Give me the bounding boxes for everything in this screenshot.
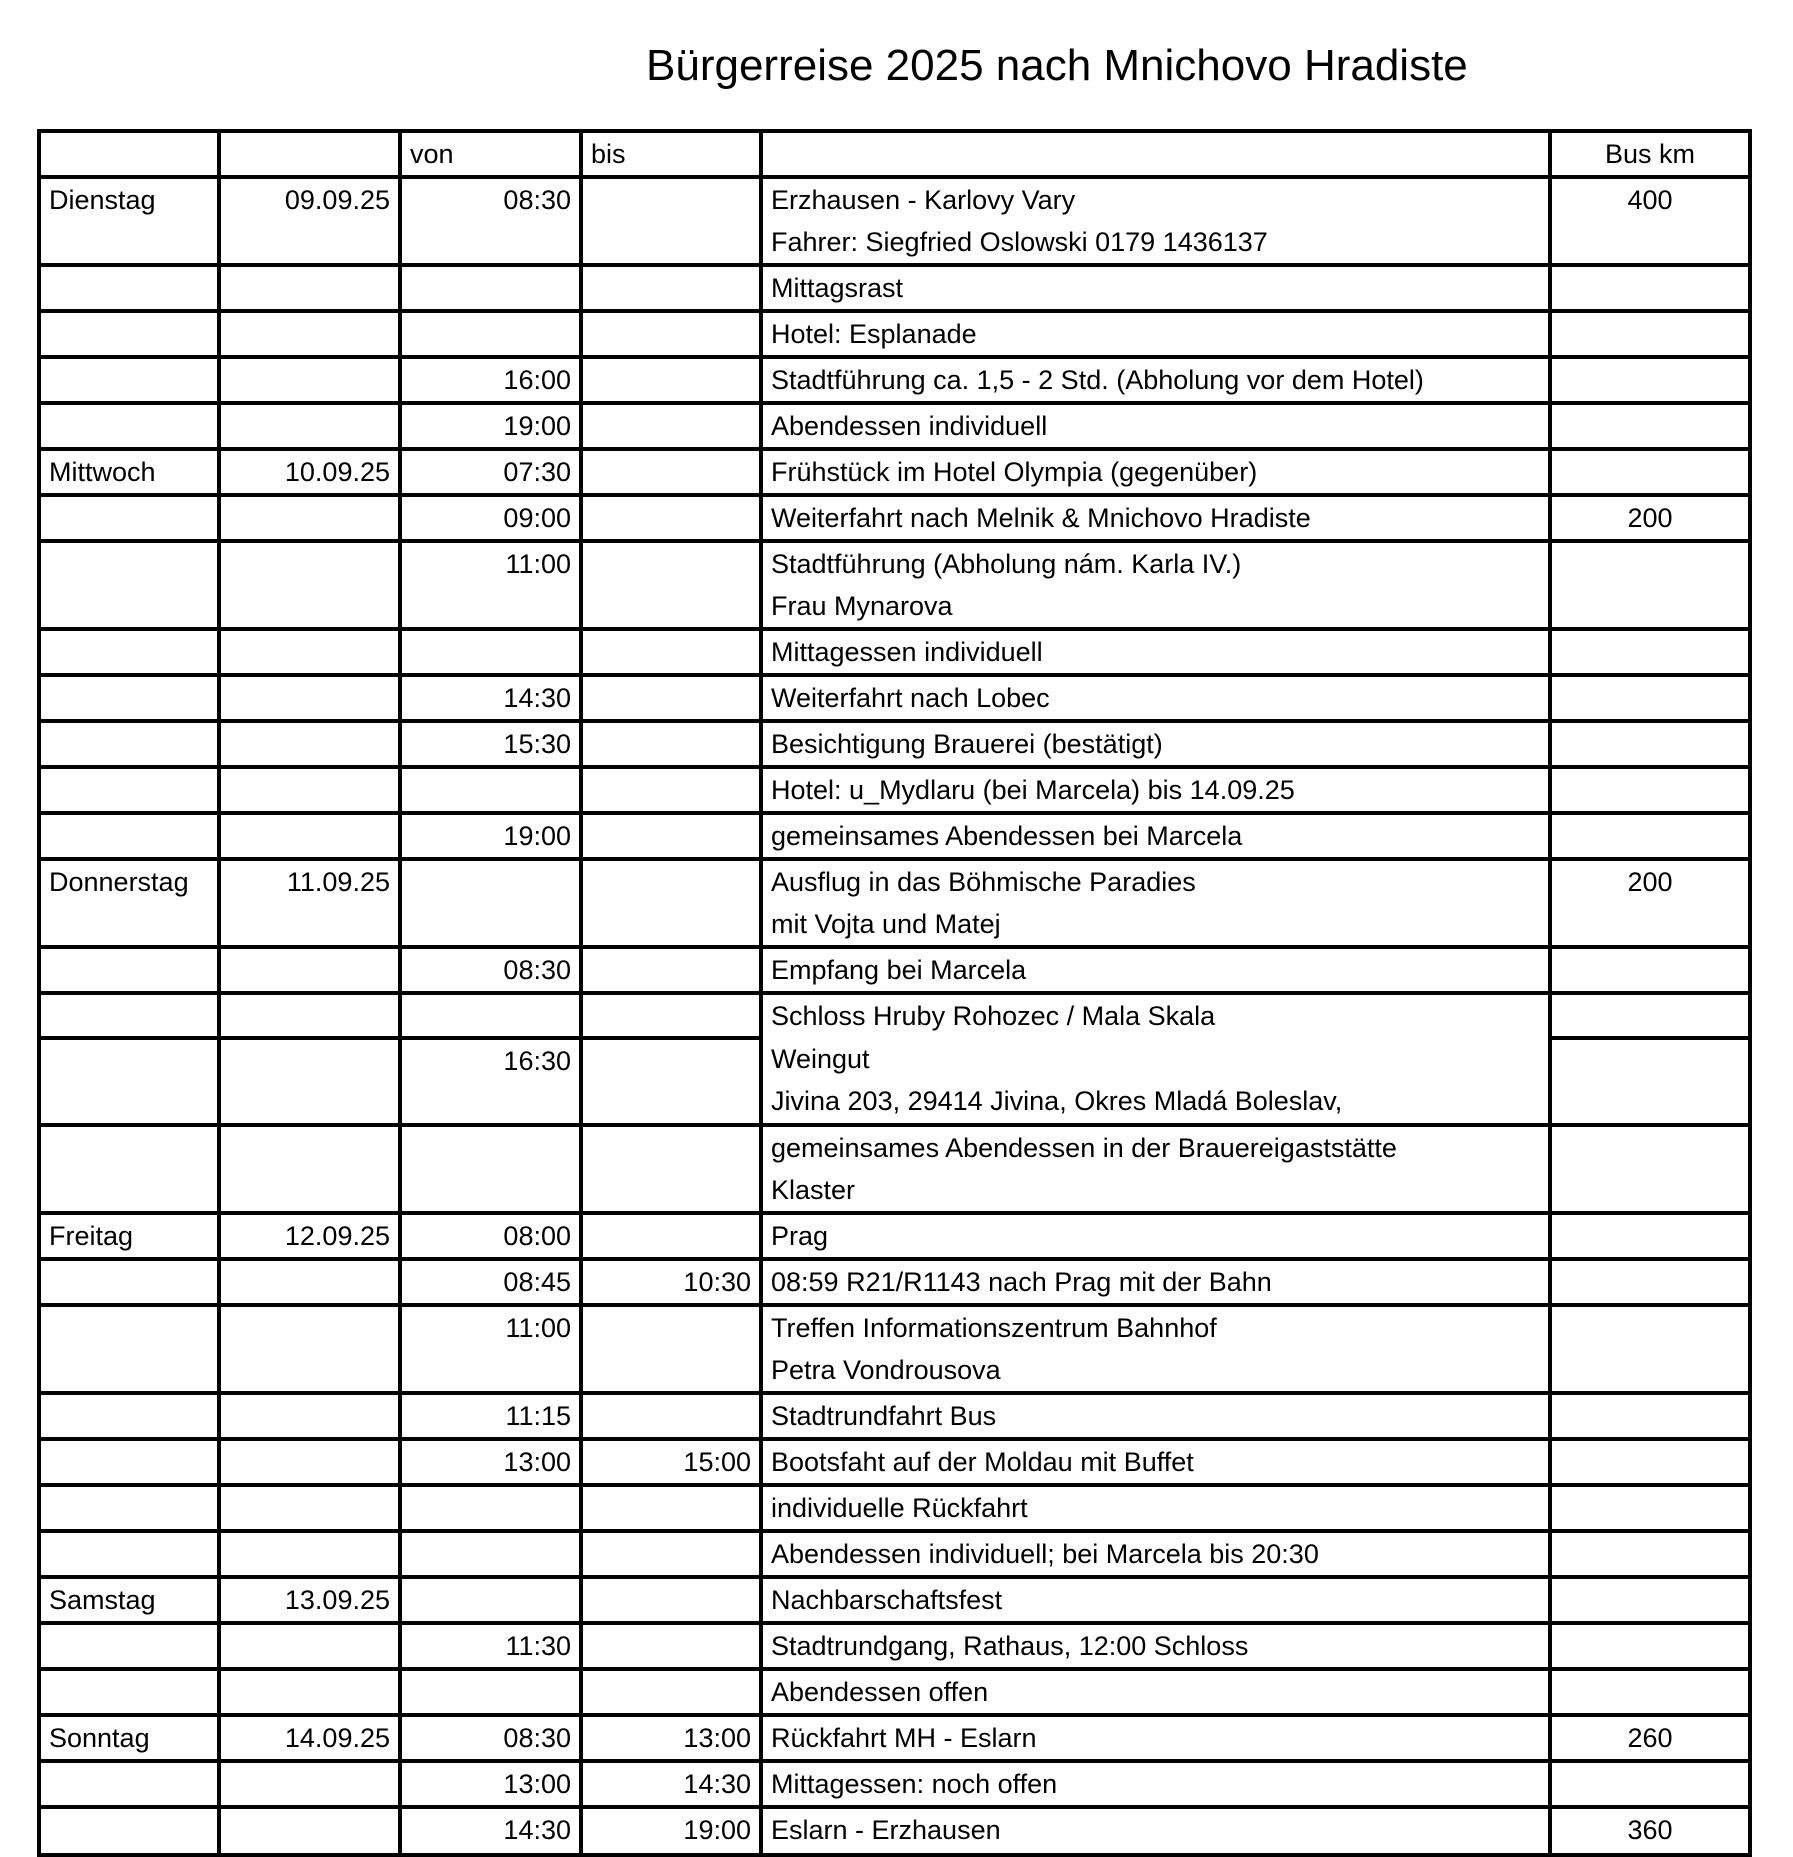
itinerary-table: [37, 129, 1752, 1857]
table-row: [39, 1623, 1750, 1669]
activity-line: Fahrer: Siegfried Oslowski 0179 1436137: [771, 227, 1268, 257]
date-cell: 13.09.25: [219, 1577, 400, 1623]
day-cell: [39, 1305, 219, 1393]
activity-line: Mittagessen: noch offen: [771, 1769, 1058, 1799]
day-cell: [39, 1393, 219, 1439]
activity-line: Frühstück im Hotel Olympia (gegenüber): [771, 457, 1258, 487]
day-cell: [39, 1439, 219, 1485]
from-time-cell: 08:00: [400, 1213, 581, 1259]
bus-km-cell: [1550, 1531, 1750, 1577]
header-date: [219, 131, 400, 177]
date-cell: [219, 1439, 400, 1485]
from-time-cell: 13:00: [400, 1761, 581, 1807]
to-time-cell: [581, 1485, 761, 1531]
activity-line: Mittagsrast: [771, 273, 904, 303]
day-cell: [39, 1125, 219, 1213]
table-row: [39, 675, 1750, 721]
table-row: [39, 1715, 1750, 1761]
activity-line: Weiterfahrt nach Melnik & Mnichovo Hradiste: [771, 503, 1311, 533]
table-row: [39, 177, 1750, 265]
bus-km-cell: 200: [1550, 495, 1750, 541]
bus-km-cell: [1550, 675, 1750, 721]
activity-cell: [761, 1577, 1550, 1623]
date-cell: [219, 675, 400, 721]
day-cell: [39, 1485, 219, 1531]
activity-line: Bootsfaht auf der Moldau mit Buffet: [771, 1447, 1194, 1477]
day-cell: Samstag: [39, 1577, 219, 1623]
activity-cell: [761, 1485, 1550, 1531]
activity-cell: [761, 1715, 1550, 1761]
activity-cell: [761, 993, 1550, 1038]
activity-cell: [761, 947, 1550, 993]
activity-line: Stadtrundgang, Rathaus, 12:00 Schloss: [771, 1631, 1249, 1661]
to-time-cell: [581, 1305, 761, 1393]
bus-km-cell: [1550, 1623, 1750, 1669]
to-time-cell: [581, 813, 761, 859]
activity-line: Erzhausen - Karlovy Vary: [771, 185, 1076, 215]
from-time-cell: 11:00: [400, 541, 581, 629]
to-time-cell: [581, 767, 761, 813]
table-row: [39, 1485, 1750, 1531]
table-row: [39, 541, 1750, 629]
date-cell: [219, 265, 400, 311]
activity-cell: [761, 1213, 1550, 1259]
from-time-cell: [400, 767, 581, 813]
to-time-cell: [581, 947, 761, 993]
date-cell: [219, 629, 400, 675]
to-time-cell: [581, 721, 761, 767]
bus-km-cell: [1550, 1038, 1750, 1125]
to-time-cell: [581, 1577, 761, 1623]
bus-km-cell: [1550, 947, 1750, 993]
bus-km-cell: [1550, 1393, 1750, 1439]
bus-km-cell: 360: [1550, 1807, 1750, 1855]
bus-km-cell: [1550, 1213, 1750, 1259]
activity-cell: [761, 1669, 1550, 1715]
table-row: [39, 721, 1750, 767]
activity-line: Treffen Informationszentrum Bahnhof: [771, 1313, 1217, 1343]
activity-line: gemeinsames Abendessen in der Brauereigaststätte: [771, 1133, 1397, 1163]
activity-cell: [761, 265, 1550, 311]
table-header-row: [39, 131, 1750, 177]
date-cell: [219, 1485, 400, 1531]
from-time-cell: 14:30: [400, 675, 581, 721]
date-cell: [219, 1807, 400, 1855]
from-time-cell: [400, 1485, 581, 1531]
activity-cell: [761, 1305, 1550, 1393]
day-cell: [39, 265, 219, 311]
to-time-cell: 13:00: [581, 1715, 761, 1761]
day-cell: [39, 311, 219, 357]
table-row: [39, 265, 1750, 311]
header-to: bis: [581, 131, 761, 177]
bus-km-cell: [1550, 767, 1750, 813]
day-cell: [39, 675, 219, 721]
day-cell: Donnerstag: [39, 859, 219, 947]
activity-line: Hotel: Esplanade: [771, 319, 977, 349]
day-cell: [39, 357, 219, 403]
date-cell: [219, 721, 400, 767]
activity-line: Stadtführung ca. 1,5 - 2 Std. (Abholung vor dem Hotel): [771, 365, 1424, 395]
bus-km-cell: [1550, 1669, 1750, 1715]
day-cell: [39, 813, 219, 859]
activity-cell: [761, 1807, 1550, 1855]
date-cell: 11.09.25: [219, 859, 400, 947]
activity-line: Hotel: u_Mydlaru (bei Marcela) bis 14.09.25: [771, 775, 1295, 805]
date-cell: [219, 1669, 400, 1715]
activity-cell: [761, 357, 1550, 403]
table-row: [39, 403, 1750, 449]
activity-cell: [761, 675, 1550, 721]
activity-cell: [761, 1439, 1550, 1485]
bus-km-cell: [1550, 311, 1750, 357]
to-time-cell: 15:00: [581, 1439, 761, 1485]
to-time-cell: [581, 1623, 761, 1669]
bus-km-cell: [1550, 1439, 1750, 1485]
day-cell: [39, 403, 219, 449]
to-time-cell: [581, 859, 761, 947]
activity-cell: [761, 1259, 1550, 1305]
from-time-cell: [400, 1531, 581, 1577]
table-row: [39, 767, 1750, 813]
date-cell: [219, 1393, 400, 1439]
activity-line: mit Vojta und Matej: [771, 909, 1001, 939]
to-time-cell: [581, 1125, 761, 1213]
date-cell: [219, 1125, 400, 1213]
table-row: [39, 357, 1750, 403]
day-cell: [39, 629, 219, 675]
date-cell: [219, 541, 400, 629]
activity-cell: [761, 1393, 1550, 1439]
header-activity: [761, 131, 1550, 177]
day-cell: [39, 947, 219, 993]
day-cell: Dienstag: [39, 177, 219, 265]
bus-km-cell: 260: [1550, 1715, 1750, 1761]
bus-km-cell: 400: [1550, 177, 1750, 265]
day-cell: Freitag: [39, 1213, 219, 1259]
document-title: Bürgerreise 2025 nach Mnichovo Hradiste: [646, 41, 1468, 90]
activity-line: Eslarn - Erzhausen: [771, 1815, 1001, 1845]
from-time-cell: 14:30: [400, 1807, 581, 1855]
bus-km-cell: [1550, 1761, 1750, 1807]
table-row: [39, 1393, 1750, 1439]
activity-line: Besichtigung Brauerei (bestätigt): [771, 729, 1163, 759]
bus-km-cell: [1550, 813, 1750, 859]
date-cell: [219, 495, 400, 541]
activity-line: Ausflug in das Böhmische Paradies: [771, 867, 1196, 897]
activity-cell: [761, 311, 1550, 357]
to-time-cell: [581, 1531, 761, 1577]
from-time-cell: [400, 265, 581, 311]
date-cell: 12.09.25: [219, 1213, 400, 1259]
from-time-cell: 19:00: [400, 813, 581, 859]
day-cell: [39, 1531, 219, 1577]
table-row: [39, 1761, 1750, 1807]
from-time-cell: 09:00: [400, 495, 581, 541]
table-row: [39, 813, 1750, 859]
to-time-cell: [581, 357, 761, 403]
activity-line: Jivina 203, 29414 Jivina, Okres Mladá Boleslav,: [771, 1086, 1343, 1116]
bus-km-cell: [1550, 1259, 1750, 1305]
date-cell: [219, 403, 400, 449]
date-cell: 09.09.25: [219, 177, 400, 265]
activity-line: Abendessen individuell; bei Marcela bis 20:30: [771, 1539, 1319, 1569]
table-row: [39, 1669, 1750, 1715]
to-time-cell: 10:30: [581, 1259, 761, 1305]
activity-line: Mittagessen individuell: [771, 637, 1043, 667]
activity-line: Nachbarschaftsfest: [771, 1585, 1003, 1615]
day-cell: [39, 541, 219, 629]
bus-km-cell: [1550, 1125, 1750, 1213]
from-time-cell: 07:30: [400, 449, 581, 495]
date-cell: [219, 357, 400, 403]
date-cell: [219, 947, 400, 993]
activity-cell: [761, 541, 1550, 629]
from-time-cell: [400, 311, 581, 357]
table-row: [39, 859, 1750, 947]
date-cell: 14.09.25: [219, 1715, 400, 1761]
activity-cell: [761, 813, 1550, 859]
bus-km-cell: [1550, 1577, 1750, 1623]
table-row: [39, 1577, 1750, 1623]
from-time-cell: [400, 629, 581, 675]
table-row: [39, 1807, 1750, 1855]
activity-line: Schloss Hruby Rohozec / Mala Skala: [771, 1001, 1216, 1031]
activity-cell: [761, 859, 1550, 947]
to-time-cell: [581, 675, 761, 721]
activity-cell: [761, 495, 1550, 541]
from-time-cell: 11:00: [400, 1305, 581, 1393]
date-cell: [219, 1038, 400, 1125]
day-cell: Mittwoch: [39, 449, 219, 495]
from-time-cell: 08:30: [400, 177, 581, 265]
from-time-cell: 08:30: [400, 1715, 581, 1761]
to-time-cell: [581, 993, 761, 1038]
to-time-cell: [581, 1393, 761, 1439]
bus-km-cell: [1550, 1305, 1750, 1393]
day-cell: [39, 495, 219, 541]
day-cell: [39, 1623, 219, 1669]
day-cell: [39, 1761, 219, 1807]
date-cell: [219, 1259, 400, 1305]
day-cell: [39, 721, 219, 767]
activity-cell: [761, 721, 1550, 767]
table-row: [39, 449, 1750, 495]
activity-line: individuelle Rückfahrt: [771, 1493, 1028, 1523]
from-time-cell: [400, 1125, 581, 1213]
bus-km-cell: [1550, 993, 1750, 1038]
activity-line: Stadtrundfahrt Bus: [771, 1401, 997, 1431]
to-time-cell: [581, 541, 761, 629]
activity-cell: [761, 403, 1550, 449]
to-time-cell: 19:00: [581, 1807, 761, 1855]
from-time-cell: 16:00: [400, 357, 581, 403]
from-time-cell: 08:30: [400, 947, 581, 993]
to-time-cell: [581, 265, 761, 311]
activity-line: Abendessen offen: [771, 1677, 989, 1707]
to-time-cell: [581, 495, 761, 541]
activity-line: Prag: [771, 1221, 829, 1251]
from-time-cell: 16:30: [400, 1038, 581, 1125]
table-row: [39, 1213, 1750, 1259]
from-time-cell: 11:15: [400, 1393, 581, 1439]
day-cell: [39, 767, 219, 813]
to-time-cell: [581, 177, 761, 265]
from-time-cell: [400, 859, 581, 947]
date-cell: [219, 993, 400, 1038]
day-cell: [39, 1038, 219, 1125]
bus-km-cell: [1550, 541, 1750, 629]
activity-line: Weiterfahrt nach Lobec: [771, 683, 1050, 713]
table-row: [39, 1259, 1750, 1305]
header-from: von: [400, 131, 581, 177]
from-time-cell: [400, 1669, 581, 1715]
activity-cell: [761, 1038, 1550, 1125]
to-time-cell: [581, 1038, 761, 1125]
date-cell: [219, 1623, 400, 1669]
activity-line: Frau Mynarova: [771, 591, 953, 621]
table-row: [39, 1531, 1750, 1577]
day-cell: Sonntag: [39, 1715, 219, 1761]
table-row: [39, 1125, 1750, 1213]
date-cell: [219, 1761, 400, 1807]
activity-cell: [761, 1531, 1550, 1577]
from-time-cell: [400, 993, 581, 1038]
bus-km-cell: [1550, 1485, 1750, 1531]
header-bus-km: Bus km: [1550, 131, 1750, 177]
from-time-cell: [400, 1577, 581, 1623]
bus-km-cell: [1550, 357, 1750, 403]
bus-km-cell: [1550, 265, 1750, 311]
table-row: [39, 311, 1750, 357]
activity-cell: [761, 449, 1550, 495]
table-row: [39, 993, 1750, 1038]
activity-cell: [761, 1125, 1550, 1213]
activity-line: Petra Vondrousova: [771, 1355, 1001, 1385]
activity-line: Rückfahrt MH - Eslarn: [771, 1723, 1037, 1753]
activity-line: Klaster: [771, 1175, 856, 1205]
activity-line: gemeinsames Abendessen bei Marcela: [771, 821, 1243, 851]
activity-line: Abendessen individuell: [771, 411, 1048, 441]
to-time-cell: [581, 403, 761, 449]
table-row: [39, 1038, 1750, 1125]
day-cell: [39, 1807, 219, 1855]
date-cell: [219, 1531, 400, 1577]
day-cell: [39, 993, 219, 1038]
to-time-cell: [581, 629, 761, 675]
to-time-cell: [581, 449, 761, 495]
bus-km-cell: 200: [1550, 859, 1750, 947]
from-time-cell: 11:30: [400, 1623, 581, 1669]
date-cell: [219, 813, 400, 859]
header-day: [39, 131, 219, 177]
activity-cell: [761, 767, 1550, 813]
activity-cell: [761, 1761, 1550, 1807]
bus-km-cell: [1550, 449, 1750, 495]
date-cell: 10.09.25: [219, 449, 400, 495]
activity-line: Empfang bei Marcela: [771, 955, 1027, 985]
activity-cell: [761, 1623, 1550, 1669]
day-cell: [39, 1259, 219, 1305]
date-cell: [219, 311, 400, 357]
from-time-cell: 15:30: [400, 721, 581, 767]
date-cell: [219, 767, 400, 813]
table-row: [39, 629, 1750, 675]
from-time-cell: 08:45: [400, 1259, 581, 1305]
to-time-cell: 14:30: [581, 1761, 761, 1807]
to-time-cell: [581, 311, 761, 357]
table-row: [39, 1305, 1750, 1393]
activity-cell: [761, 177, 1550, 265]
to-time-cell: [581, 1669, 761, 1715]
date-cell: [219, 1305, 400, 1393]
to-time-cell: [581, 1213, 761, 1259]
bus-km-cell: [1550, 403, 1750, 449]
activity-line: Stadtführung (Abholung nám. Karla IV.): [771, 549, 1242, 579]
bus-km-cell: [1550, 629, 1750, 675]
activity-cell: [761, 629, 1550, 675]
table-row: [39, 947, 1750, 993]
table-row: [39, 1439, 1750, 1485]
from-time-cell: 19:00: [400, 403, 581, 449]
from-time-cell: 13:00: [400, 1439, 581, 1485]
bus-km-cell: [1550, 721, 1750, 767]
table-row: [39, 495, 1750, 541]
day-cell: [39, 1669, 219, 1715]
activity-line: Weingut: [771, 1044, 870, 1074]
activity-line: 08:59 R21/R1143 nach Prag mit der Bahn: [771, 1267, 1272, 1297]
